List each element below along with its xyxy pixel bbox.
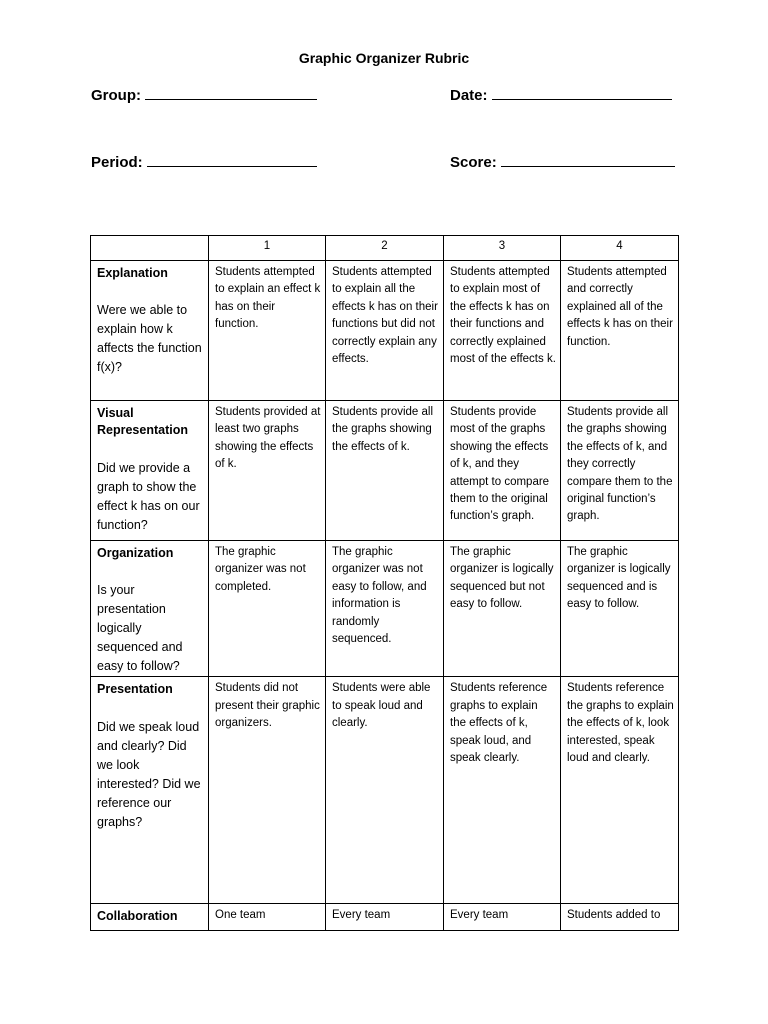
- criterion-question: Were we able to explain how k affects the function f(x)?: [97, 303, 202, 375]
- level-4-cell: Students provide all the graphs showing the effects of k, and they correctly compare them to the original function’s graph.: [561, 401, 679, 541]
- level-1-cell: Students did not present their graphic organizers.: [209, 677, 326, 904]
- criterion-cell: [91, 677, 209, 904]
- table-header-row: [91, 236, 679, 261]
- date-blank-line[interactable]: [492, 84, 672, 100]
- criterion-cell: [91, 401, 209, 541]
- score-label: Score:: [450, 154, 497, 171]
- date-label: Date:: [450, 87, 488, 104]
- level-3-cell: The graphic organizer is logically sequenced but not easy to follow.: [444, 541, 561, 677]
- criterion-name: Visual Representation: [97, 406, 188, 438]
- level-1-cell: One team: [209, 904, 326, 931]
- table-row-collaboration: [91, 904, 679, 931]
- criterion-cell: [91, 904, 209, 931]
- level-2-cell: Students were able to speak loud and clearly.: [326, 677, 444, 904]
- criterion-name: Presentation: [97, 682, 173, 697]
- criterion-question: Did we speak loud and clearly? Did we look interested? Did we reference our graphs?: [97, 719, 201, 829]
- table-row-explanation: [91, 261, 679, 401]
- level-4-cell: Students added to: [561, 904, 679, 931]
- period-blank-line[interactable]: [147, 151, 317, 167]
- level-1-cell: Students attempted to explain an effect k has on their function.: [209, 261, 326, 401]
- level-2-cell: Students attempted to explain all the effects k has on their functions but did not correctly explain any effects.: [326, 261, 444, 401]
- score-blank-line[interactable]: [501, 151, 675, 167]
- header-criteria-cell: [91, 236, 209, 261]
- period-label: Period:: [91, 154, 143, 171]
- criterion-question: Did we provide a graph to show the effect k has on our function?: [97, 460, 200, 532]
- level-1-cell: Students provided at least two graphs showing the effects of k.: [209, 401, 326, 541]
- level-3-cell: Every team: [444, 904, 561, 931]
- criterion-name: Explanation: [97, 266, 168, 280]
- criterion-name: Collaboration: [97, 909, 178, 924]
- level-3-cell: Students provide most of the graphs showing the effects of k, and they attempt to compare them to the original function’s graph.: [444, 401, 561, 541]
- group-blank-line[interactable]: [145, 84, 317, 100]
- table-row-organization: [91, 541, 679, 677]
- level-2-cell: The graphic organizer was not easy to follow, and information is randomly sequenced.: [326, 541, 444, 677]
- criterion-cell: [91, 541, 209, 677]
- period-field[interactable]: [91, 151, 317, 171]
- level-4-cell: Students attempted and correctly explained all of the effects k has on their function.: [561, 261, 679, 401]
- level-3-cell: Students reference graphs to explain the effects of k, speak loud, and speak clearly.: [444, 677, 561, 904]
- score-field[interactable]: [450, 151, 675, 171]
- level-1-cell: The graphic organizer was not completed.: [209, 541, 326, 677]
- level-4-cell: Students reference the graphs to explain the effects of k, look interested, speak loud and clearly.: [561, 677, 679, 904]
- level-2-cell: Students provide all the graphs showing the effects of k.: [326, 401, 444, 541]
- level-3-cell: Students attempted to explain most of the effects k has on their functions and correctly explained most of the effects k.: [444, 261, 561, 401]
- header-level-3: 3: [444, 236, 561, 261]
- header-level-2: 2: [326, 236, 444, 261]
- group-field[interactable]: [91, 84, 317, 104]
- table-row-visual-representation: [91, 401, 679, 541]
- level-2-cell: Every team: [326, 904, 444, 931]
- header-level-1: 1: [209, 236, 326, 261]
- criterion-question: Is your presentation logically sequenced and easy to follow?: [97, 583, 183, 674]
- page-title: Graphic Organizer Rubric: [298, 50, 470, 66]
- criterion-cell: [91, 261, 209, 401]
- level-4-cell: The graphic organizer is logically sequenced and is easy to follow.: [561, 541, 679, 677]
- rubric-table: [90, 235, 679, 931]
- group-label: Group:: [91, 87, 141, 104]
- date-field[interactable]: [450, 84, 672, 104]
- criterion-name: Organization: [97, 546, 174, 560]
- header-level-4: 4: [561, 236, 679, 261]
- table-row-presentation: [91, 677, 679, 904]
